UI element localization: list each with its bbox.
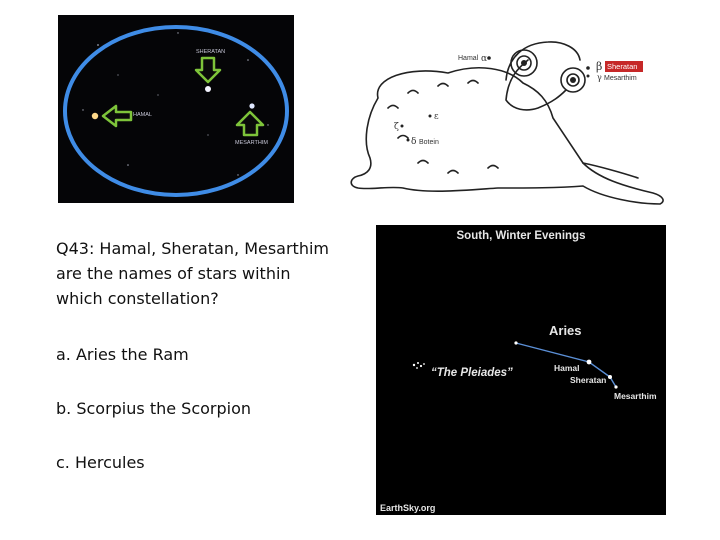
label-hamal: HAMAL <box>133 112 152 118</box>
background-stars <box>82 32 268 175</box>
ram-label-epsilon: ε <box>434 112 439 122</box>
star-gamma-dot <box>587 75 590 78</box>
ram-label-hamal: Hamal <box>458 55 479 62</box>
sky-chart <box>376 225 666 515</box>
star-zeta-dot <box>401 125 404 128</box>
star-alpha-dot <box>487 56 491 60</box>
label-sheratan: SHERATAN <box>196 49 226 55</box>
label-aries: Aries <box>549 323 582 338</box>
label-mesarthim: MESARTHIM <box>235 140 268 146</box>
ram-eye <box>521 60 527 66</box>
pleiades-cluster <box>413 362 425 369</box>
highlight-ellipse <box>65 27 287 195</box>
ram-label-delta: δ <box>411 137 417 147</box>
answer-option-b[interactable]: b. Scorpius the Scorpion <box>56 399 252 418</box>
ram-label-gamma: γ <box>597 73 602 82</box>
sky-chart-title: South, Winter Evenings <box>456 230 586 242</box>
star-hamal <box>92 113 98 119</box>
ram-eye-2 <box>570 77 576 83</box>
question-text <box>56 236 356 311</box>
answer-a-text: Aries the Ram <box>75 345 189 364</box>
star-epsilon-dot <box>429 115 432 118</box>
arrow-left-icon <box>103 106 131 126</box>
star-sheratan <box>205 86 211 92</box>
label-pleiades: “The Pleiades” <box>431 367 513 379</box>
question-line-2: are the names of stars within <box>56 264 291 283</box>
question-line-3: which constellation? <box>56 289 219 308</box>
arrow-up-icon <box>237 112 263 135</box>
label-hamal-chart: Hamal <box>554 363 580 373</box>
star-beta-dot <box>586 66 590 70</box>
answer-option-c[interactable]: c. Hercules <box>56 453 145 472</box>
ram-label-zeta: ζ <box>394 122 399 132</box>
ram-label-sheratan: Sheratan <box>607 62 638 71</box>
aries-star-photo <box>58 15 294 203</box>
star-dot-left <box>514 341 517 344</box>
star-mesarthim <box>249 103 254 108</box>
star-mesarthim-dot <box>614 385 617 388</box>
answer-option-a[interactable] <box>56 345 189 364</box>
ram-label-beta: β <box>596 60 603 73</box>
answer-a-prefix: a. <box>56 345 76 364</box>
question-line-1: Q43: Hamal, Sheratan, Mesarthim <box>56 239 329 258</box>
star-delta-dot <box>407 139 410 142</box>
label-sheratan-chart: Sheratan <box>570 375 607 385</box>
ram-label-botein: Botein <box>419 139 439 146</box>
ram-svg <box>348 38 668 210</box>
ram-label-mesarthim: Mesarthim <box>604 75 637 82</box>
star-sheratan-dot <box>608 375 612 379</box>
arrow-down-icon <box>196 58 220 82</box>
ram-label-alpha: α <box>481 54 488 64</box>
star-photo-svg <box>58 15 294 203</box>
star-hamal-dot <box>587 360 592 365</box>
sky-chart-svg <box>376 225 666 515</box>
ram-illustration <box>348 38 668 210</box>
earthsky-credit: EarthSky.org <box>380 503 436 513</box>
label-mesarthim-chart: Mesarthim <box>614 391 657 401</box>
